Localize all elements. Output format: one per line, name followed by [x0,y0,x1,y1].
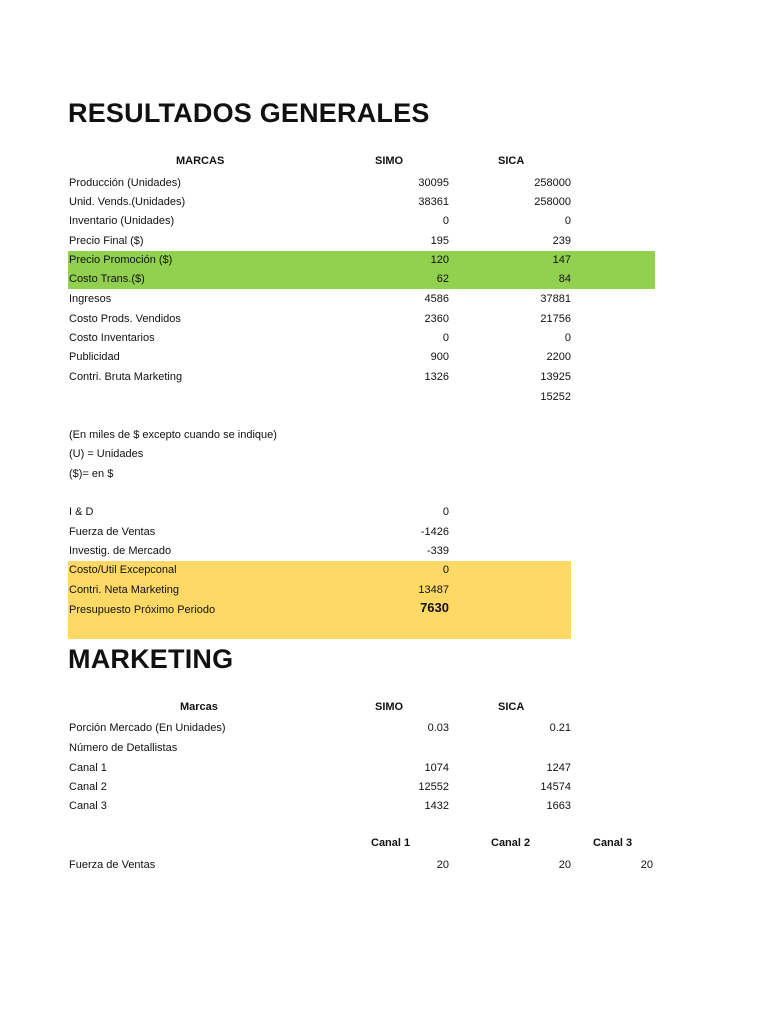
row-label: Precio Promoción ($) [69,254,173,266]
header-simo: SIMO [375,701,404,713]
row-label: Costo Trans.($) [69,273,145,285]
row-label: I & D [69,506,94,518]
simo-value: 30095 [418,177,449,189]
row-label: Producción (Unidades) [69,177,181,189]
sica-value: 13925 [540,371,571,383]
simo-value: 0.03 [427,722,449,734]
simo-value: -1426 [420,526,449,538]
row-label: Canal 3 [69,800,107,812]
note-dollars: ($)= en $ [69,468,114,480]
simo-value: 1326 [424,371,449,383]
budget-value: 7630 [420,600,449,615]
row-label: Unid. Vends.(Unidades) [69,196,186,208]
simo-value: 900 [430,351,449,363]
sica-value: 0.21 [549,722,571,734]
simo-value: 13487 [418,584,449,596]
header-canal-2: Canal 2 [491,837,531,849]
simo-value: 0 [442,332,449,344]
sica-value: 14574 [540,781,571,793]
page-title: RESULTADOS GENERALES [68,98,430,128]
row-label: Costo/Util Excepconal [69,564,177,576]
sica-value: 258000 [534,177,571,189]
header-marcas: Marcas [180,701,218,713]
sica-value: 0 [564,332,571,344]
header-simo: SIMO [375,155,404,167]
simo-value: 1432 [424,800,449,812]
simo-value: 1074 [424,762,449,774]
row-label: Ingresos [69,293,112,305]
sica-value: 1663 [546,800,571,812]
row-label: Contri. Neta Marketing [69,584,180,596]
simo-value: 12552 [418,781,449,793]
row-label: Contri. Bruta Marketing [69,371,183,383]
canal-3-value: 20 [640,859,653,871]
simo-value: -339 [426,545,449,557]
simo-value: 4586 [424,293,449,305]
sica-value: 37881 [540,293,571,305]
sica-value: 258000 [534,196,571,208]
row-label: Fuerza de Ventas [69,859,156,871]
row-label: Precio Final ($) [69,235,144,247]
row-label: Inventario (Unidades) [69,215,175,227]
sica-value: 21756 [540,313,571,325]
header-canal-3: Canal 3 [593,837,633,849]
simo-value: 38361 [418,196,449,208]
header-canal-1: Canal 1 [371,837,411,849]
row-label: Investig. de Mercado [69,545,172,557]
simo-value: 2360 [424,313,449,325]
canal-2-value: 20 [558,859,571,871]
simo-value: 62 [436,273,449,285]
row-label: Publicidad [69,351,120,363]
row-label: Presupuesto Próximo Periodo [69,604,216,616]
row-label: Porción Mercado (En Unidades) [69,722,226,734]
marketing-title: MARKETING [68,644,234,674]
simo-value: 0 [442,506,449,518]
simo-value: 0 [442,215,449,227]
canal-1-value: 20 [436,859,449,871]
simo-value: 120 [430,254,449,266]
row-label: Canal 1 [69,762,107,774]
row-label: Costo Inventarios [69,332,155,344]
sica-value: 239 [552,235,571,247]
row-label: Costo Prods. Vendidos [69,313,181,325]
sica-value: 84 [558,273,571,285]
note-units: (U) = Unidades [69,448,144,460]
sica-value: 147 [552,254,571,266]
header-marcas: MARCAS [176,155,225,167]
sica-value: 0 [564,215,571,227]
header-sica: SICA [498,701,525,713]
simo-value: 0 [442,564,449,576]
sica-total-value: 15252 [540,391,571,403]
row-label: Canal 2 [69,781,107,793]
row-label: Fuerza de Ventas [69,526,156,538]
simo-value: 195 [430,235,449,247]
sica-value: 2200 [546,351,571,363]
note-units-thousands: (En miles de $ excepto cuando se indique) [69,429,277,441]
sica-value: 1247 [546,762,571,774]
header-sica: SICA [498,155,525,167]
row-label: Número de Detallistas [69,742,178,754]
